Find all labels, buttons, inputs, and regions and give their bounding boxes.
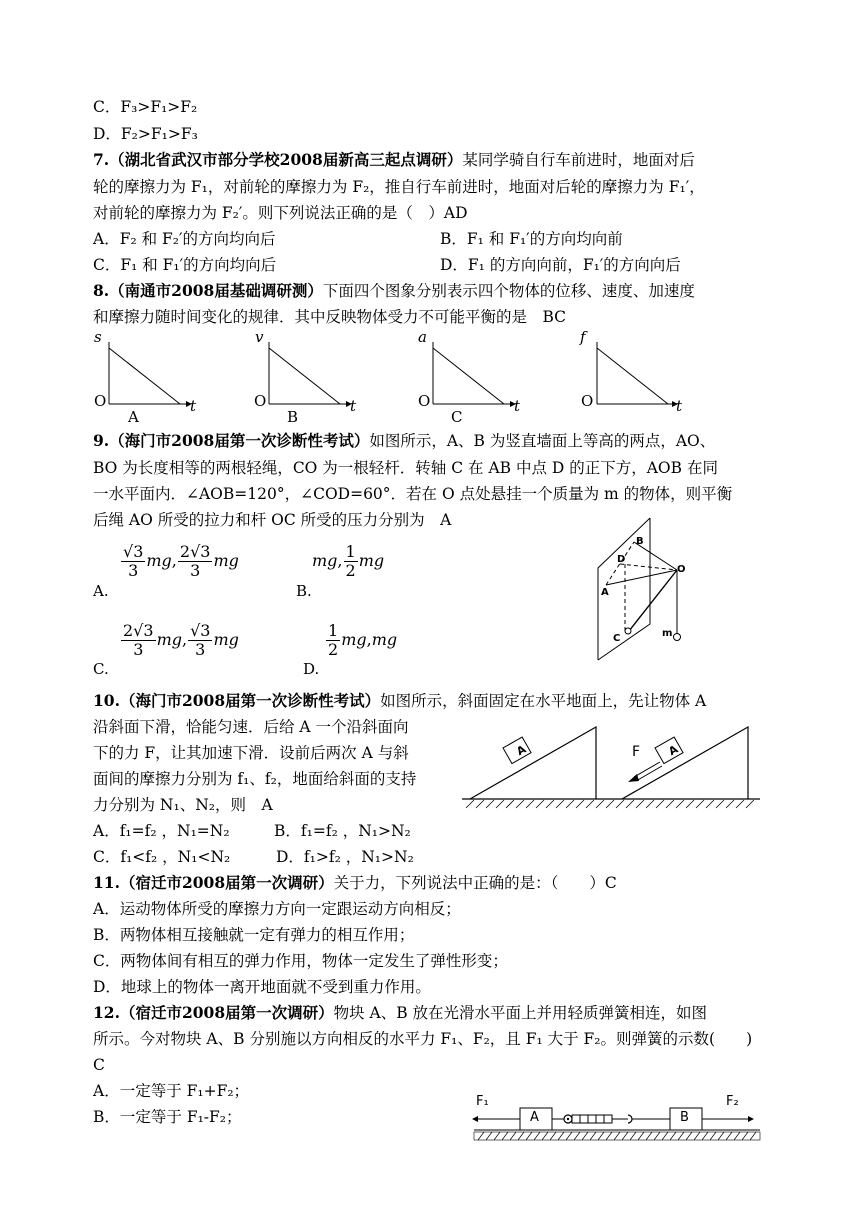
- q7-source: 7.（湖北省武汉市部分学校2008届新高三起点调研）: [93, 150, 463, 169]
- block-label-right: A: [666, 742, 681, 759]
- q10-stem-line5: 力分别为 N₁、N₂，则 A: [93, 796, 273, 814]
- q10-figure: [462, 722, 762, 810]
- q9-source: 9.（海门市2008届第一次诊断性考试）: [93, 431, 370, 450]
- force-label-f: F: [632, 744, 641, 760]
- block-label-b: B: [680, 1110, 689, 1125]
- graph-f-origin: O: [581, 392, 594, 410]
- rod-co: [629, 570, 677, 631]
- q12-option-b: B．一定等于 F₁-F₂；: [93, 1108, 242, 1126]
- frac: [121, 622, 156, 659]
- q10-stem-line1: [93, 691, 706, 711]
- q11-option-c: C．两物体间有相互的弹力作用，物体一定发生了弹性形变；: [93, 952, 508, 970]
- q8-source: 8.（南通市2008届基础调研测）: [93, 281, 323, 300]
- q11-text: 关于力，下列说法中正确的是：（ ）C: [333, 874, 617, 892]
- q10-figure-svg: [462, 722, 762, 810]
- incline-left: [470, 727, 596, 799]
- q12-source: 12.（宿迁市2008届第一次调研）: [93, 1003, 334, 1022]
- graph-v-xlabel: t: [350, 397, 357, 415]
- math-mg: mg: [146, 551, 172, 570]
- frac-den: 3: [133, 640, 144, 659]
- frac: [344, 543, 358, 580]
- math-mg: mg: [341, 630, 367, 649]
- q9-option-c-label: C.: [93, 660, 109, 678]
- pivot-c: [625, 628, 631, 634]
- fig-label-a: A: [601, 587, 609, 598]
- graph-v-origin: O: [254, 392, 267, 410]
- spring-ring-dot: [567, 1118, 569, 1120]
- q6-option-d: D．F₂>F₁>F₃: [93, 125, 198, 143]
- q8-graphs-svg: [90, 326, 710, 426]
- block-label-a: A: [530, 1110, 539, 1125]
- ground-hatch: [466, 800, 754, 808]
- math-mg: mg: [312, 551, 338, 570]
- q7-option-a: A．F₂ 和 F₂′的方向均向后: [93, 230, 276, 248]
- block-label-left: A: [514, 742, 529, 759]
- graph-v-line: [269, 348, 340, 404]
- math-mg: mg: [371, 630, 398, 649]
- fig-label-d: D: [617, 554, 626, 565]
- q9-stem-line2: BO 为长度相等的两根轻绳，CO 为一根轻杆．转轴 C 在 AB 中点 D 的正下方，AOB 在同: [93, 459, 718, 477]
- graph-a-origin: O: [418, 392, 431, 410]
- frac: [178, 543, 213, 580]
- q11-source: 11.（宿迁市2008届第一次调研）: [93, 873, 334, 892]
- q10-stem-line4: 面间的摩擦力分别为 f₁、f₂，地面给斜面的支持: [93, 770, 417, 788]
- spring-body: [572, 1115, 612, 1123]
- q9-option-c-math: $\frac{2√3}{3}$ mg, $\frac{√3}{3}$ mg: [123, 621, 239, 659]
- q10-stem-line2: 沿斜面下滑，恰能匀速．后给 A 一个沿斜面向: [93, 718, 409, 736]
- graph-s-xlabel: t: [190, 397, 197, 415]
- frac-den: 2: [345, 561, 356, 580]
- q11-option-d: D．地球上的物体一离开地面就不受到重力作用。: [93, 978, 431, 996]
- q9-stem-line4: 后绳 AO 所受的拉力和杆 OC 所受的压力分别为 A: [93, 511, 452, 529]
- frac-num: 1: [328, 621, 339, 640]
- force-f2-head: [748, 1116, 754, 1122]
- q9-option-a-math: $\frac{√3}{3}$ mg, $\frac{2√3}{3}$ mg: [123, 542, 239, 580]
- math-mg: mg: [213, 551, 239, 570]
- q7-text1: 某同学骑自行车前进时，地面对后: [462, 151, 695, 169]
- q12-option-a: A．一定等于 F₁+F₂；: [93, 1082, 250, 1100]
- force-label-f1: F₁: [476, 1094, 489, 1109]
- q12-stem-line3: C: [93, 1056, 105, 1074]
- q8-stem-line1: [93, 281, 695, 301]
- graph-v-ylabel: v: [255, 328, 264, 346]
- graph-f-ylabel: f: [580, 328, 586, 346]
- math-mg: mg: [358, 551, 385, 570]
- q10-option-a: A．f₁=f₂ ，N₁=N₂: [93, 822, 230, 840]
- q9-stem-line3: 一水平面内．∠AOB=120°，∠COD=60°．若在 O 点处悬挂一个质量为 m 的物体，则平衡: [93, 485, 733, 503]
- q7-option-d: D．F₁ 的方向向前，F₁′的方向向后: [440, 256, 681, 274]
- frac-den: 2: [328, 640, 339, 659]
- q7-stem-line1: [93, 150, 695, 170]
- q10-text1: 如图所示，斜面固定在水平地面上，先让物体 A: [380, 692, 707, 710]
- q10-stem-line3: 下的力 F，让其加速下滑．设前后两次 A 与斜: [93, 744, 409, 762]
- q12-figure-svg: [470, 1090, 765, 1150]
- frac: [326, 622, 340, 659]
- graph-s: [109, 342, 192, 407]
- q9-option-b-math: mg, $\frac{1}{2}$ mg: [312, 542, 385, 580]
- graph-a-ylabel: a: [418, 328, 427, 346]
- spring-hook-end: [628, 1115, 632, 1123]
- graph-f-line: [597, 348, 668, 404]
- graph-s-line: [109, 348, 180, 404]
- q9-option-a-label: A.: [93, 582, 109, 600]
- q9-option-b-label: B.: [296, 582, 312, 600]
- frac-num: √3: [123, 542, 144, 561]
- frac-num: 1: [345, 542, 356, 561]
- graph-s-caption: A: [128, 408, 139, 426]
- graph-a-xlabel: t: [514, 397, 521, 415]
- q11-option-a: A．运动物体所受的摩擦力方向一定跟运动方向相反；: [93, 900, 461, 918]
- graph-s-ylabel: s: [94, 328, 102, 346]
- fig-label-m: m: [662, 628, 673, 639]
- q7-option-c: C．F₁ 和 F₁′的方向均向后: [93, 256, 277, 274]
- q12-figure: [470, 1090, 765, 1150]
- q10-source: 10.（海门市2008届第一次诊断性考试）: [93, 691, 381, 710]
- frac-num: √3: [190, 621, 211, 640]
- math-mg: mg: [213, 630, 239, 649]
- q12-stem-line2: 所示。今对物块 A、B 分别施以方向相反的水平力 F₁、F₂，且 F₁ 大于 F₂。则弹簧的示数( ): [93, 1030, 753, 1048]
- q7-option-b: B．F₁ 和 F₁′的方向均向前: [440, 230, 623, 248]
- frac-den: 3: [128, 561, 139, 580]
- graph-f: [597, 342, 678, 407]
- force-f1-head: [472, 1116, 478, 1122]
- q7-stem-line3: 对前轮的摩擦力为 F₂′。则下列说法正确的是（ ）AD: [93, 204, 468, 222]
- q8-text1: 下面四个图象分别表示四个物体的位移、速度、加速度: [322, 282, 695, 300]
- graph-f-xlabel: t: [676, 397, 683, 415]
- q8-graphs: [90, 326, 710, 426]
- mass-m: [674, 634, 681, 641]
- q11-option-b: B．两物体相互接触就一定有弹力的相互作用；: [93, 926, 415, 944]
- q10-option-c: C．f₁<f₂ ，N₁<N₂: [93, 848, 231, 866]
- graph-a-caption: C: [451, 408, 463, 426]
- graph-v: [269, 342, 352, 407]
- frac-num: 2√3: [179, 542, 211, 561]
- q7-stem-line2: 轮的摩擦力为 F₁，对前轮的摩擦力为 F₂，推自行车前进时，地面对后轮的摩擦力为 F₁′，: [93, 178, 705, 196]
- force-label-f2: F₂: [726, 1094, 739, 1109]
- q10-option-b: B．f₁=f₂ ，N₁>N₂: [274, 822, 411, 840]
- frac-den: 3: [190, 561, 201, 580]
- q9-option-d-label: D.: [303, 660, 320, 678]
- q11-stem: [93, 873, 617, 893]
- q12-stem-line1: [93, 1003, 707, 1023]
- fig-label-o: O: [677, 564, 686, 575]
- q12-text1: 物块 A、B 放在光滑水平面上并用轻质弹簧相连，如图: [333, 1004, 708, 1022]
- q9-option-d-math: $\frac{1}{2}$ mg,mg: [328, 621, 398, 659]
- graph-v-caption: B: [287, 408, 299, 426]
- math-mg: mg: [156, 630, 182, 649]
- frac: [121, 543, 145, 580]
- incline-right: [622, 727, 748, 799]
- fig-label-c: C: [613, 633, 621, 644]
- q9-text1: 如图所示，A、B 为竖直墙面上等高的两点，AO、: [369, 432, 716, 450]
- frac-num: 2√3: [123, 621, 154, 640]
- frac: [188, 622, 212, 659]
- q9-stem-line1: [93, 431, 715, 451]
- graph-a-line: [433, 348, 504, 404]
- graph-a: [433, 342, 516, 407]
- fig-label-b: B: [636, 536, 644, 547]
- q10-option-d: D．f₁>f₂ ，N₁>N₂: [276, 848, 414, 866]
- graph-s-origin: O: [94, 392, 107, 410]
- frac-den: 3: [195, 640, 206, 659]
- q8-stem-line2: 和摩擦力随时间变化的规律．其中反映物体受力不可能平衡的是 BC: [93, 308, 567, 326]
- q9-figure: [588, 516, 698, 666]
- q6-option-c: C．F₃>F₁>F₂: [93, 98, 198, 116]
